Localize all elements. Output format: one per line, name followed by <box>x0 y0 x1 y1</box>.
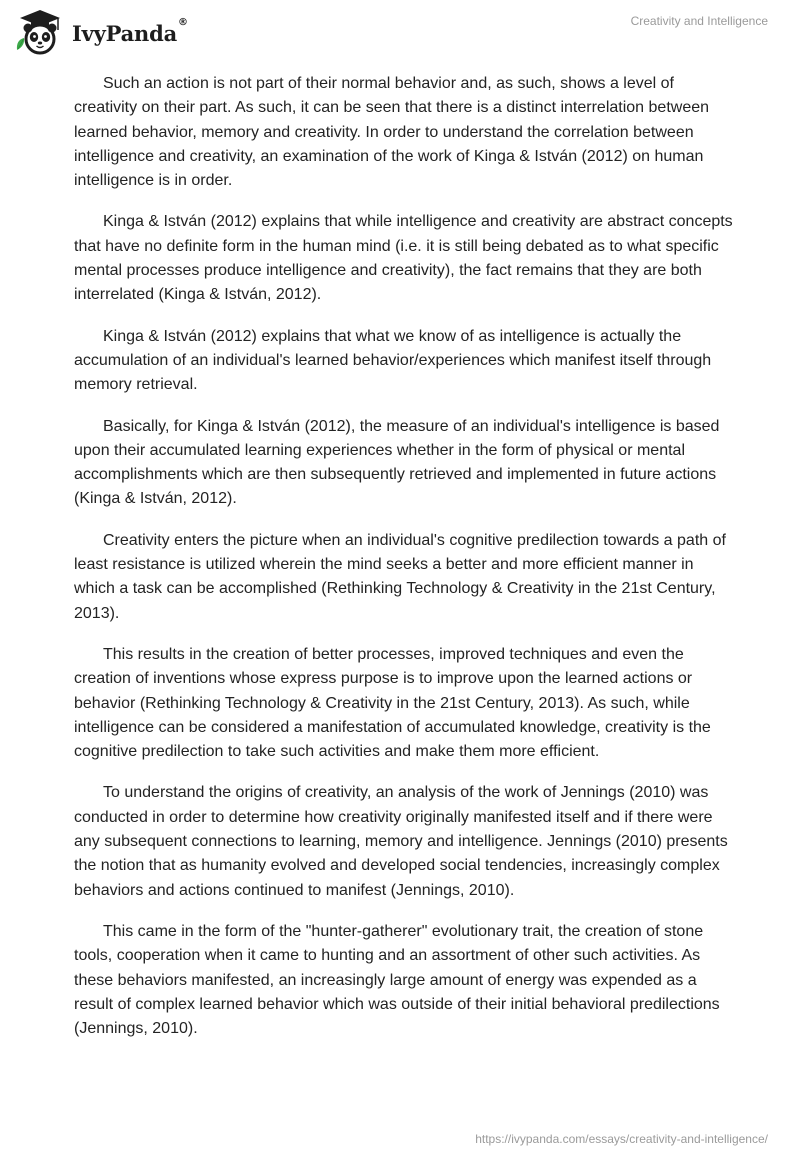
source-url[interactable]: https://ivypanda.com/essays/creativity-and-intelligence/ <box>475 1132 768 1146</box>
document-title: Creativity and Intelligence <box>630 14 768 28</box>
brand-name-text: IvyPanda <box>72 20 178 46</box>
ivypanda-logo[interactable] <box>14 8 188 56</box>
paragraph: Kinga & István (2012) explains that what we know of as intelligence is actually the accumulation of an individual's learned behavior/experiences which manifest itself through memory retrieval. <box>74 327 712 394</box>
registered-mark: ® <box>178 16 188 28</box>
paragraph: Such an action is not part of their normal behavior and, as such, shows a level of creativity on their part. As such, it can be seen that there is a distinct interrelation between learned behavior, memory and creativity. In order to understand the correlation between intelligence and creativity, an examination of the work of Kinga & István (2012) on human intelligence is in order. <box>74 75 710 190</box>
brand-name <box>72 16 188 46</box>
paragraph: This results in the creation of better processes, improved techniques and even the creation of inventions whose express purpose is to improve upon the learned actions or behavior (Rethinking Technology & Creativity in the 21st Century, 2013). As such, while intelligence can be considered a manifestation of accumulated knowledge, creativity is the cognitive predilection to take such activities and make them more efficient. <box>74 645 711 761</box>
paragraph: To understand the origins of creativity, an analysis of the work of Jennings (2010) was conducted in order to determine how creativity originally manifested itself and if there were any subsequent connections to learning, memory and intelligence. Jennings (2010) presents the notion that as humanity evolved and developed social tendencies, increasingly complex behaviors and actions continued to manifest (Jennings, 2010). <box>74 784 728 899</box>
paragraph: Basically, for Kinga & István (2012), the measure of an individual's intelligence is based upon their accumulated learning experiences whether in the form of physical or mental accomplishments which are then subsequently retrieved and implemented in future actions (Kinga & István, 2012). <box>74 417 720 508</box>
paragraph: Kinga & István (2012) explains that while intelligence and creativity are abstract concepts that have no definite form in the human mind (i.e. it is still being debated as to what specific mental processes produce intelligence and creativity), the fact remains that they are both interrelated (Kinga & István, 2012). <box>74 213 733 304</box>
page-header <box>0 0 800 60</box>
paragraph: Creativity enters the picture when an individual's cognitive predilection towards a path of least resistance is utilized wherein the mind seeks a better and more efficient manner in which a task can be accomplished (Rethinking Technology & Creativity in the 21st Century, 2013). <box>74 531 726 622</box>
essay-body <box>74 72 734 1058</box>
paragraph: This came in the form of the "hunter-gatherer" evolutionary trait, the creation of stone tools, cooperation when it came to hunting and an assortment of other such activities. As these behaviors manifested, an increasingly large amount of energy was expended as a result of complex learned behavior which was outside of their initial behavioral predilections (Jennings, 2010). <box>74 922 720 1038</box>
panda-graduate-icon <box>14 8 66 56</box>
